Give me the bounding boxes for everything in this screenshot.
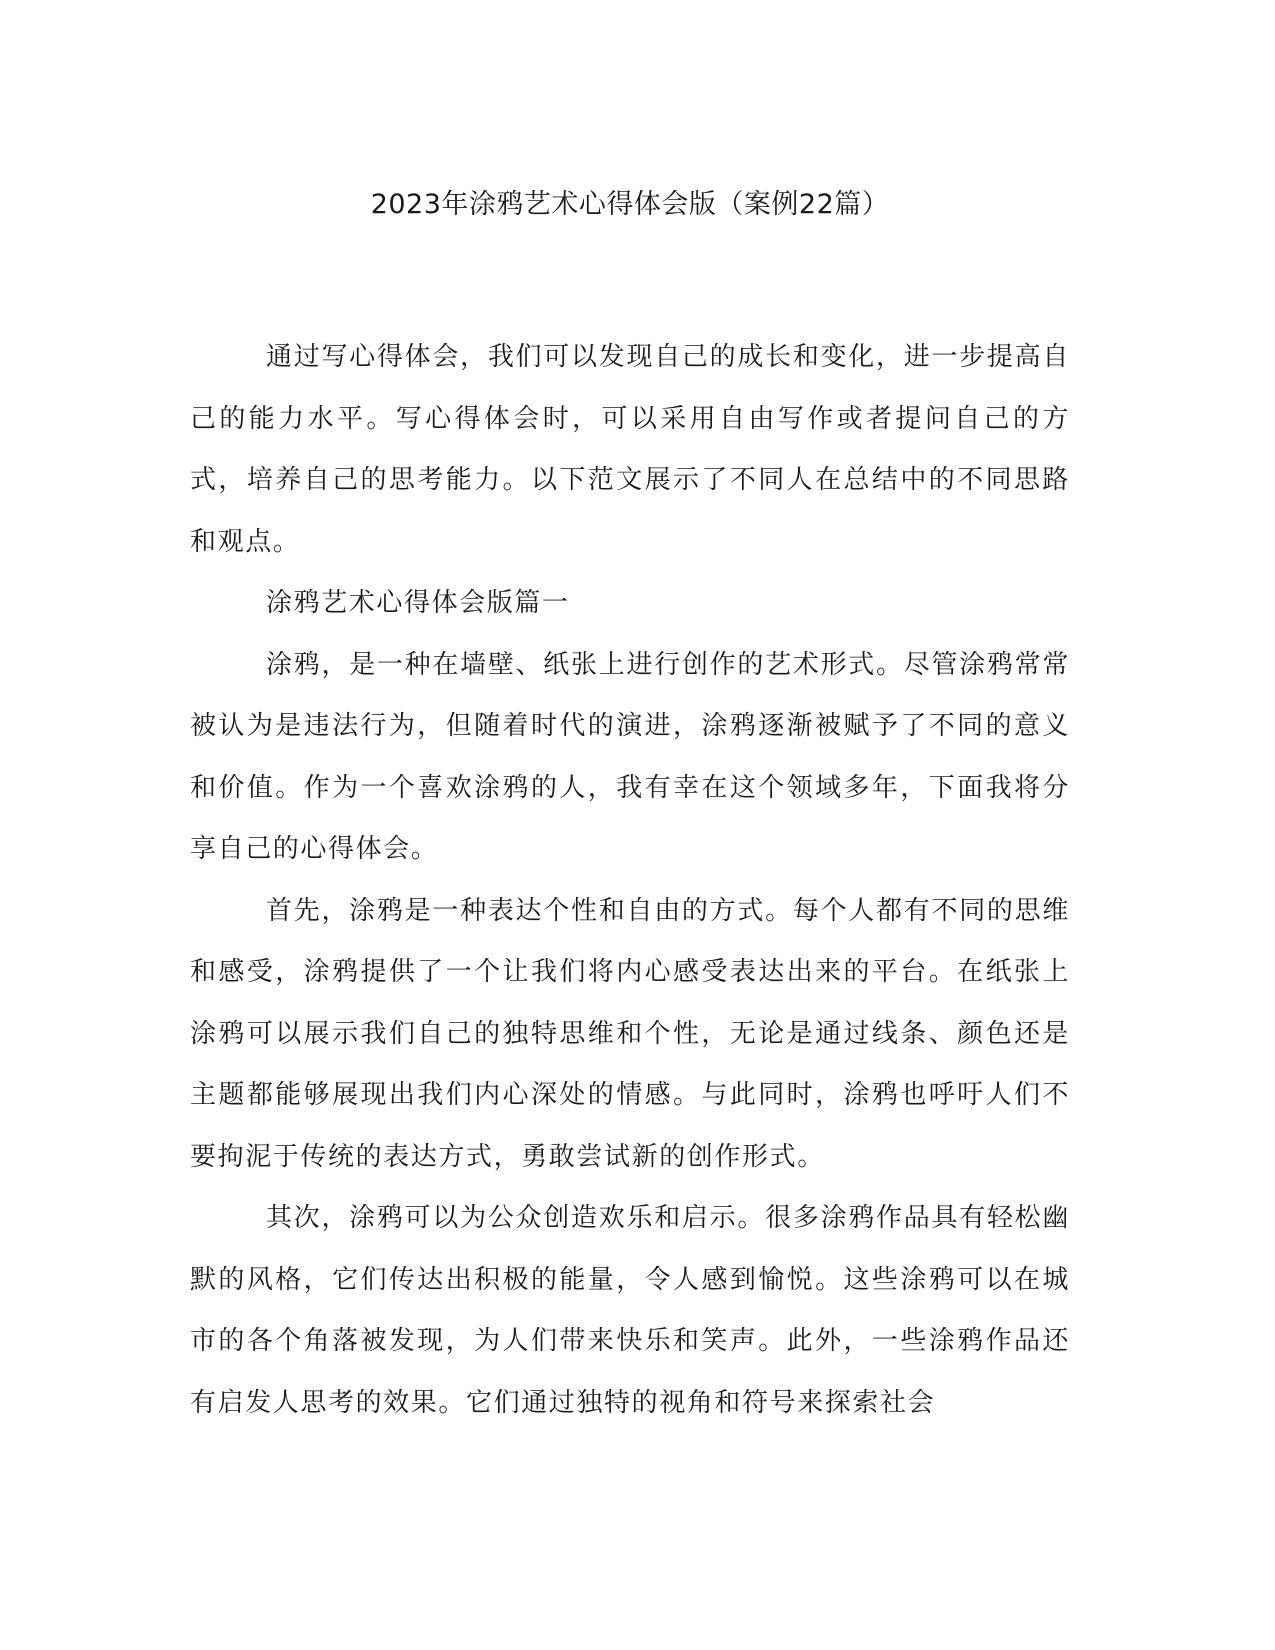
- document-body: [190, 327, 1070, 1434]
- document-title: 2023年涂鸦艺术心得体会版（案例22篇）: [370, 189, 890, 220]
- section-heading: 涂鸦艺术心得体会版篇一: [266, 588, 570, 618]
- body-paragraph: 首先，涂鸦是一种表达个性和自由的方式。每个人都有不同的思维和感受，涂鸦提供了一个让我们将内心感受表达出来的平台。在纸张上涂鸦可以展示我们自己的独特思维和个性，无论是通过线条、颜色还是主题都能够展现出我们内心深处的情感。与此同时，涂鸦也呼吁人们不要拘泥于传统的表达方式，勇敢尝试新的创作形式。: [190, 895, 1070, 1172]
- body-paragraph: 其次，涂鸦可以为公众创造欢乐和启示。很多涂鸦作品具有轻松幽默的风格，它们传达出积极的能量，令人感到愉悦。这些涂鸦可以在城市的各个角落被发现，为人们带来快乐和笑声。此外，一些涂鸦作品还有启发人思考的效果。它们通过独特的视角和符号来探索社会: [190, 1203, 1070, 1418]
- body-paragraph: 涂鸦，是一种在墙壁、纸张上进行创作的艺术形式。尽管涂鸦常常被认为是违法行为，但随着时代的演进，涂鸦逐渐被赋予了不同的意义和价值。作为一个喜欢涂鸦的人，我有幸在这个领域多年，下面我将分享自己的心得体会。: [190, 649, 1070, 864]
- intro-paragraph: 通过写心得体会，我们可以发现自己的成长和变化，进一步提高自己的能力水平。写心得体会时，可以采用自由写作或者提问自己的方式，培养自己的思考能力。以下范文展示了不同人在总结中的不同思路和观点。: [190, 342, 1070, 557]
